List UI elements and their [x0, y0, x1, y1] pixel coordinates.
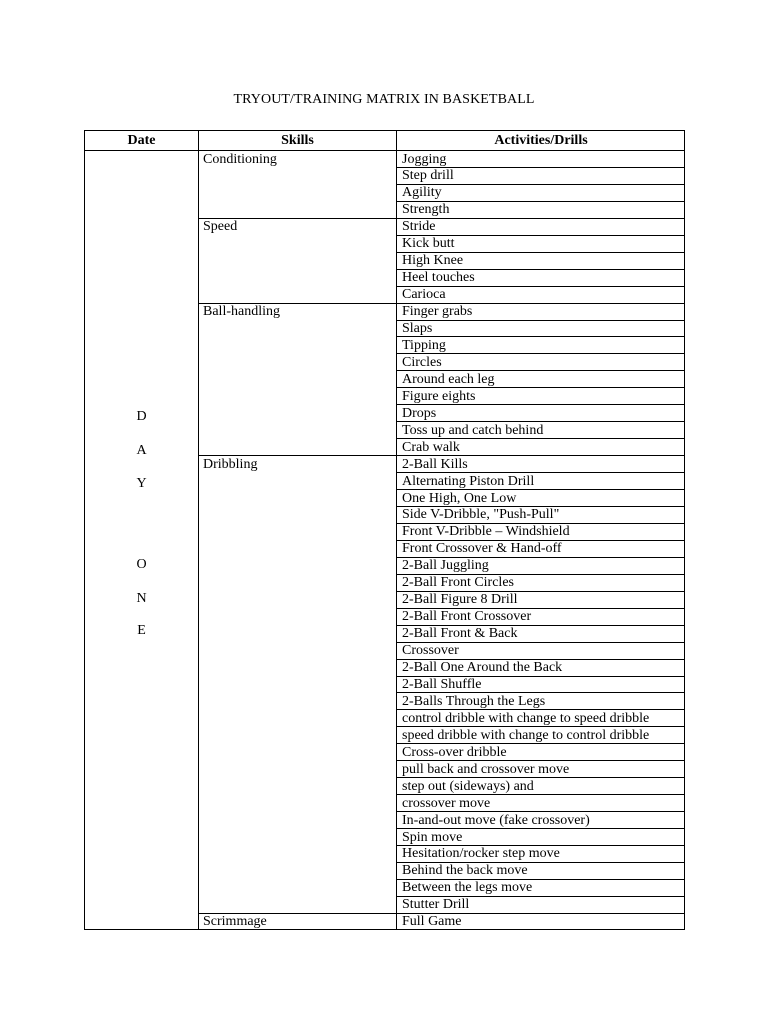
date-letter: D: [136, 409, 147, 424]
drill-item: Crossover: [402, 643, 459, 659]
drill-item: Drops: [402, 405, 437, 421]
drill-item: Agility: [402, 185, 442, 201]
drill-item: step out (sideways) and: [402, 778, 534, 794]
drill-item: 2-Ball Shuffle: [402, 676, 482, 692]
drill-item: Slaps: [402, 321, 433, 336]
header-drills: Activities/Drills: [494, 133, 588, 148]
drill-item: Kick butt: [402, 236, 455, 252]
skill-label: Scrimmage: [203, 914, 267, 930]
drill-item: Full Game: [402, 914, 462, 930]
drill-item: 2-Ball Front Circles: [402, 575, 514, 591]
drill-item: Front Crossover & Hand-off: [402, 541, 562, 557]
date-letter: E: [137, 623, 146, 638]
drill-row-divider: [396, 404, 684, 405]
column-divider-skills: [396, 131, 397, 929]
drill-item: 2-Balls Through the Legs: [402, 693, 546, 709]
drill-row-divider: [396, 320, 684, 321]
date-letter: Y: [136, 476, 147, 491]
drill-item: Tipping: [402, 337, 446, 353]
drill-item: Strength: [402, 202, 450, 218]
drill-item: speed dribble with change to control dribble: [402, 727, 650, 743]
drill-item: Finger grabs: [402, 304, 473, 320]
drill-item: Heel touches: [402, 270, 475, 286]
skill-label: Dribbling: [203, 456, 258, 472]
drill-item: Circles: [402, 354, 442, 370]
drill-item: High Knee: [402, 253, 464, 269]
drill-item: Stutter Drill: [402, 897, 470, 913]
drill-item: 2-Ball Kills: [402, 456, 468, 472]
drill-item: Stride: [402, 219, 436, 235]
drill-item: Alternating Piston Drill: [402, 473, 535, 489]
drill-item: control dribble with change to speed dribble: [402, 710, 650, 726]
document-title: TRYOUT/TRAINING MATRIX IN BASKETBALL: [233, 92, 535, 107]
column-divider-date: [198, 131, 199, 929]
training-matrix-table: [84, 130, 685, 930]
skill-group-divider: [198, 218, 684, 219]
drill-item: Crab walk: [402, 439, 460, 455]
drill-item: Jogging: [402, 151, 447, 167]
skill-label: Ball-handling: [203, 304, 280, 320]
drill-item: Around each leg: [402, 371, 495, 387]
drill-item: One High, One Low: [402, 490, 517, 506]
drill-item: Cross-over dribble: [402, 744, 507, 760]
header-skills: Skills: [281, 133, 314, 148]
drill-item: 2-Ball Front & Back: [402, 626, 518, 642]
header-date: Date: [127, 133, 156, 148]
drill-item: Side V-Dribble, "Push-Pull": [402, 507, 560, 523]
drill-item: 2-Ball Juggling: [402, 558, 489, 574]
drill-item: pull back and crossover move: [402, 761, 570, 777]
drill-item: 2-Ball Figure 8 Drill: [402, 592, 518, 608]
date-letter: A: [136, 443, 147, 458]
date-letter: O: [136, 557, 147, 572]
drill-item: crossover move: [402, 795, 491, 811]
drill-item: In-and-out move (fake crossover): [402, 812, 590, 828]
skill-label: Conditioning: [203, 151, 277, 167]
drill-item: Step drill: [402, 168, 454, 184]
drill-item: Toss up and catch behind: [402, 422, 544, 438]
skill-label: Speed: [203, 219, 238, 235]
drill-item: Figure eights: [402, 388, 476, 404]
date-letter: N: [136, 591, 147, 606]
header-divider: [85, 150, 684, 151]
drill-item: Carioca: [402, 287, 446, 303]
drill-item: 2-Ball Front Crossover: [402, 609, 532, 625]
drill-item: Behind the back move: [402, 863, 528, 879]
drill-item: 2-Ball One Around the Back: [402, 660, 563, 675]
drill-item: Spin move: [402, 829, 463, 845]
drill-item: Hesitation/rocker step move: [402, 846, 560, 862]
drill-item: Between the legs move: [402, 880, 533, 896]
drill-item: Front V-Dribble – Windshield: [402, 524, 570, 540]
